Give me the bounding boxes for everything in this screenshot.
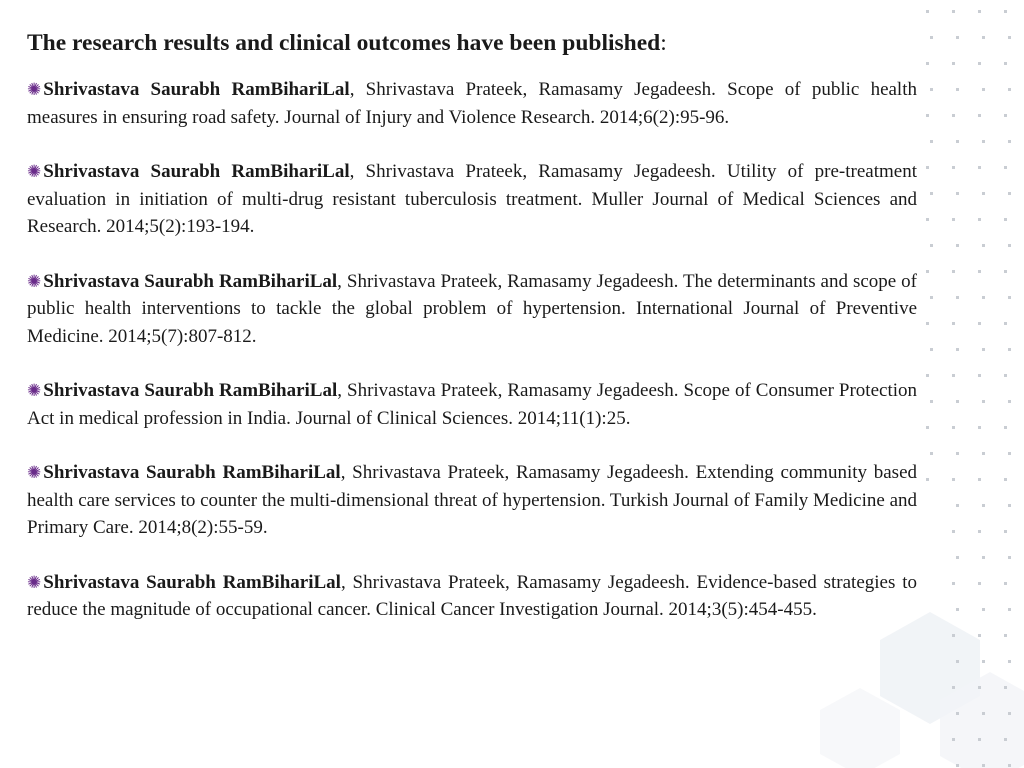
star-bullet-icon: ✺ <box>27 463 42 482</box>
reference-item <box>27 268 917 351</box>
reference-item <box>27 76 917 131</box>
slide-content <box>27 26 917 651</box>
reference-item <box>27 158 917 241</box>
page-title-text: The research results and clinical outcomes have been published <box>27 30 661 56</box>
reference-item <box>27 377 917 432</box>
reference-details: , Shrivastava Prateek, Ramasamy Jegadeesh. Utility of pre-treatment evaluation in initiation of multi-drug resistant tuberculosis treatment. Muller Journal of Medical Sciences and Research. 2014;5(2):193-194. <box>27 161 917 237</box>
reference-details: , Shrivastava Prateek, Ramasamy Jegadeesh. Scope of public health measures in ensuring road safety. Journal of Injury and Violence Research. 2014;6(2):95-96. <box>27 79 917 128</box>
reference-lead-author: Shrivastava Saurabh RamBihariLal <box>43 380 338 401</box>
reference-lead-author: Shrivastava Saurabh RamBihariLal <box>43 462 341 483</box>
reference-details: , Shrivastava Prateek, Ramasamy Jegadeesh. The determinants and scope of public health interventions to tackle the global problem of hypertension. International Journal of Preventive Medicine. 2014;5(7):807-812. <box>27 270 917 347</box>
star-bullet-icon: ✺ <box>27 80 42 99</box>
reference-item <box>27 569 917 624</box>
star-bullet-icon: ✺ <box>27 572 42 592</box>
decorative-dot-grid <box>914 0 1024 768</box>
star-bullet-icon: ✺ <box>27 162 42 181</box>
page-title <box>27 26 917 60</box>
star-bullet-icon: ✺ <box>27 271 42 291</box>
page-title-colon: : <box>660 30 667 56</box>
reference-list <box>27 76 917 624</box>
reference-item <box>27 459 917 542</box>
reference-details: , Shrivastava Prateek, Ramasamy Jegadeesh. Scope of Consumer Protection Act in medical profession in India. Journal of Clinical Sciences. 2014;11(1):25. <box>27 380 917 429</box>
star-bullet-icon: ✺ <box>27 381 42 400</box>
reference-lead-author: Shrivastava Saurabh RamBihariLal <box>43 571 341 593</box>
reference-lead-author: Shrivastava Saurabh RamBihariLal <box>43 161 350 182</box>
reference-details: , Shrivastava Prateek, Ramasamy Jegadeesh. Evidence-based strategies to reduce the magnitude of occupational cancer. Clinical Cancer Investigation Journal. 2014;3(5):454-455. <box>27 571 917 620</box>
reference-lead-author: Shrivastava Saurabh RamBihariLal <box>43 270 338 292</box>
reference-lead-author: Shrivastava Saurabh RamBihariLal <box>43 79 350 100</box>
reference-details: , Shrivastava Prateek, Ramasamy Jegadeesh. Extending community based health care services to counter the multi-dimensional threat of hypertension. Turkish Journal of Family Medicine and Primary Care. 2014;8(2):55-59. <box>27 462 917 538</box>
